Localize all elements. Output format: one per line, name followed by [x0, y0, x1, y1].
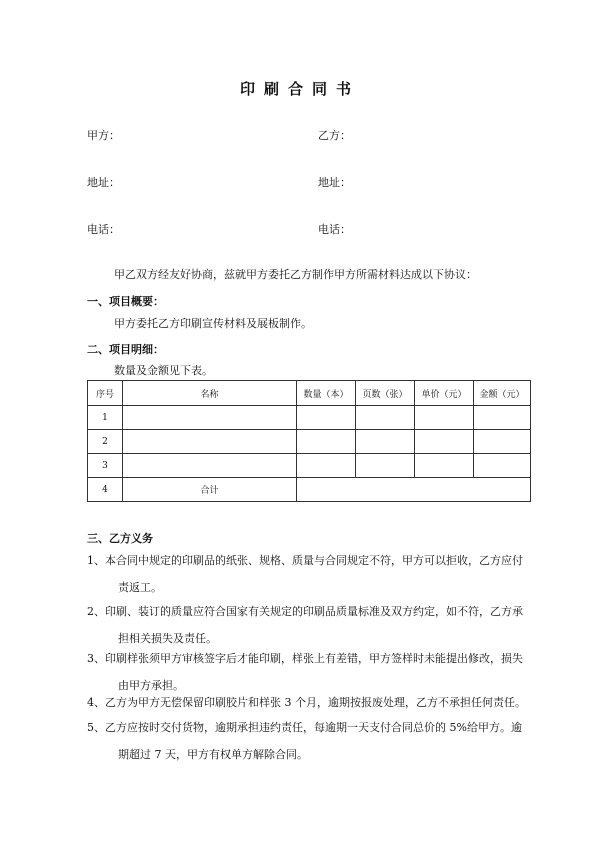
clause-2-line-2: 担相关损失及责任。	[118, 632, 217, 645]
table-row	[88, 406, 531, 430]
cell-total[interactable]	[297, 478, 531, 502]
cell-name[interactable]	[123, 454, 297, 478]
address-a-label: 地址：	[87, 176, 120, 189]
header-unit-price: 单价（元）	[415, 381, 474, 406]
page-title: 印刷合同书	[239, 80, 360, 98]
cell-amount[interactable]	[474, 430, 531, 454]
row-number: 1	[88, 406, 123, 430]
total-label: 合计	[123, 478, 297, 502]
cell-unit-price[interactable]	[415, 406, 474, 430]
items-table	[87, 380, 531, 502]
table-total-row	[88, 478, 531, 502]
clause-1-line-1: 1、本合同中规定的印刷品的纸张、规格、质量与合同规定不符，甲方可以拒收，乙方应付	[87, 554, 523, 567]
header-index: 序号	[88, 381, 123, 406]
clause-5-line-2: 期超过 7 天，甲方有权单方解除合同。	[118, 748, 308, 761]
clause-5	[87, 714, 527, 768]
cell-pages[interactable]	[356, 454, 415, 478]
phone-a-label: 电话：	[87, 223, 120, 236]
header-amount: 金额（元）	[474, 381, 531, 406]
phone-b-label: 电话：	[318, 223, 351, 236]
cell-quantity[interactable]	[297, 454, 356, 478]
clause-4-line-1: 4、乙方为甲方无偿保留印刷胶片和样张 3 个月，逾期按报废处理，乙方不承担任何责任。	[87, 696, 526, 709]
row-number: 3	[88, 454, 123, 478]
clause-1	[87, 547, 527, 601]
table-row	[88, 430, 531, 454]
address-b-label: 地址：	[318, 176, 351, 189]
cell-name[interactable]	[123, 406, 297, 430]
section-3-heading: 三、乙方义务	[87, 532, 153, 545]
clause-4	[87, 689, 527, 716]
cell-unit-price[interactable]	[415, 454, 474, 478]
table-header-row	[88, 381, 531, 406]
clause-2	[87, 598, 527, 652]
table-row	[88, 454, 531, 478]
party-b-label: 乙方：	[318, 129, 351, 142]
section-1-body: 甲方委托乙方印刷宣传材料及展板制作。	[114, 317, 312, 330]
cell-unit-price[interactable]	[415, 430, 474, 454]
header-name: 名称	[123, 381, 297, 406]
clause-3-line-2: 由甲方承担。	[118, 679, 184, 692]
clause-2-line-1: 2、印刷、装订的质量应符合国家有关规定的印刷品质量标准及双方约定，如不符，乙方承	[87, 605, 523, 618]
section-2-heading: 二、项目明细：	[87, 343, 164, 356]
clause-3-line-1: 3、印刷样张须甲方审核签字后才能印刷，样张上有差错，甲方签样时未能提出修改，损失	[87, 652, 523, 665]
section-1-heading: 一、项目概要：	[87, 295, 164, 308]
intro-paragraph: 甲乙双方经友好协商，兹就甲方委托乙方制作甲方所需材料达成以下协议：	[114, 268, 477, 281]
party-a-label: 甲方：	[87, 129, 120, 142]
cell-name[interactable]	[123, 430, 297, 454]
row-number: 4	[88, 478, 123, 502]
cell-quantity[interactable]	[297, 430, 356, 454]
cell-quantity[interactable]	[297, 406, 356, 430]
header-pages: 页数（张）	[356, 381, 415, 406]
header-quantity: 数量（本）	[297, 381, 356, 406]
cell-pages[interactable]	[356, 430, 415, 454]
cell-amount[interactable]	[474, 406, 531, 430]
clause-1-line-2: 责返工。	[118, 581, 162, 594]
section-2-body: 数量及金额见下表。	[114, 364, 213, 377]
cell-pages[interactable]	[356, 406, 415, 430]
row-number: 2	[88, 430, 123, 454]
cell-amount[interactable]	[474, 454, 531, 478]
clause-5-line-1: 5、乙方应按时交付货物，逾期承担违约责任，每逾期一天支付合同总价的 5%给甲方。逾	[87, 721, 522, 734]
